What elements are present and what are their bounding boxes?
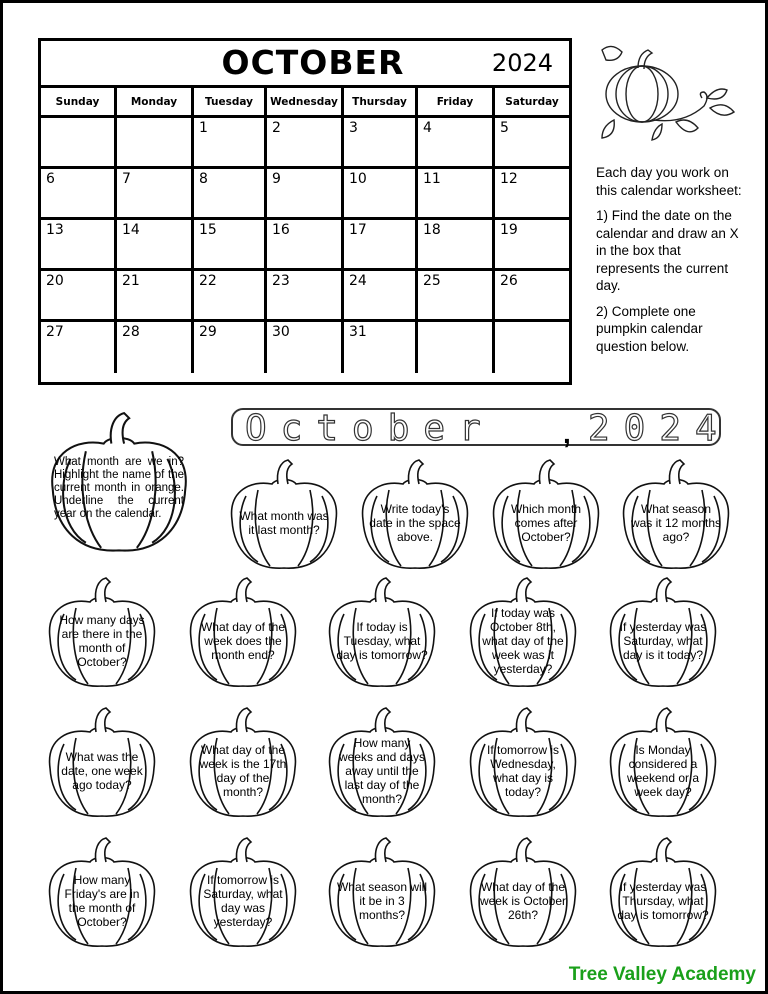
instructions (596, 164, 746, 363)
question-text: What day of the week is October 26th? (479, 880, 567, 922)
weekday-tuesday: Tuesday (194, 88, 267, 118)
question-text: If today is Tuesday, what day is tomorrow? (336, 620, 428, 662)
question-text: What month are we in? Highlight the name of the current month in orange. Underline the current year on the calendar. (54, 455, 184, 520)
weekday-sunday: Sunday (41, 88, 117, 118)
day-cell[interactable] (418, 322, 495, 373)
day-cell[interactable]: 22 (194, 271, 267, 322)
trace-month: October (245, 408, 495, 449)
pumpkin-question-card[interactable] (614, 456, 738, 574)
question-text: Which month comes after October? (510, 502, 582, 544)
pumpkin-question-card[interactable] (461, 834, 585, 952)
pumpkin-question-card[interactable] (601, 704, 725, 822)
day-cell[interactable]: 18 (418, 220, 495, 271)
weekday-thursday: Thursday (344, 88, 418, 118)
pumpkin-question-card[interactable] (320, 574, 444, 692)
pumpkin-question-card[interactable] (181, 574, 305, 692)
day-cell[interactable]: 20 (41, 271, 117, 322)
pumpkin-question-card[interactable] (353, 456, 477, 574)
day-cell[interactable]: 28 (117, 322, 194, 373)
pumpkin-question-card[interactable] (181, 834, 305, 952)
day-cell[interactable]: 24 (344, 271, 418, 322)
day-cell[interactable]: 10 (344, 169, 418, 220)
day-cell[interactable]: 15 (194, 220, 267, 271)
calendar-grid (41, 88, 569, 373)
weekday-saturday: Saturday (495, 88, 569, 118)
question-text: If tomorrow is Saturday, what day was yesterday? (203, 873, 283, 929)
question-text: How many weeks and days away until the last day of the month? (338, 736, 426, 806)
day-cell[interactable]: 26 (495, 271, 569, 322)
day-cell[interactable]: 17 (344, 220, 418, 271)
day-cell[interactable]: 12 (495, 169, 569, 220)
day-cell[interactable]: 25 (418, 271, 495, 322)
pumpkin-question-card[interactable] (40, 704, 164, 822)
question-text: If today was October 8th, what day of the week was it yesterday? (482, 606, 564, 676)
day-cell[interactable]: 16 (267, 220, 344, 271)
instructions-intro: Each day you work on this calendar worksheet: (596, 165, 742, 198)
instructions-step-1: 1) Find the date on the calendar and draw an X in the box that represents the current day. (596, 208, 739, 293)
pumpkin-question-card[interactable] (40, 574, 164, 692)
day-cell[interactable]: 4 (418, 118, 495, 169)
weekday-wednesday: Wednesday (267, 88, 344, 118)
pumpkin-question-card[interactable] (601, 574, 725, 692)
day-cell[interactable]: 1 (194, 118, 267, 169)
october-calendar (38, 38, 572, 385)
question-text: What season was it 12 months ago? (630, 502, 722, 544)
pumpkin-question-card[interactable] (461, 704, 585, 822)
trace-comma: , (563, 418, 571, 449)
question-text: If yesterday was Thursday, what day is tomorrow? (617, 880, 709, 922)
day-cell[interactable]: 6 (41, 169, 117, 220)
day-cell[interactable]: 23 (267, 271, 344, 322)
question-text: What season will it be in 3 months? (336, 880, 428, 922)
calendar-month: OCTOBER (221, 43, 405, 82)
date-trace-box[interactable] (231, 408, 731, 449)
question-text: What day of the week is the 17th day of the month? (199, 743, 287, 799)
day-cell[interactable]: 2 (267, 118, 344, 169)
pumpkin-question-card[interactable] (461, 574, 585, 692)
question-text: What month was it last month? (239, 509, 329, 537)
question-text: If tomorrow is Wednesday, what day is today? (486, 743, 559, 799)
day-cell[interactable] (117, 118, 194, 169)
pumpkin-question-card[interactable] (222, 456, 346, 574)
day-cell[interactable]: 14 (117, 220, 194, 271)
pumpkin-question-card[interactable] (320, 704, 444, 822)
question-text: If yesterday was Saturday, what day is it today? (619, 620, 707, 662)
day-cell[interactable]: 5 (495, 118, 569, 169)
pumpkin-question-card[interactable] (40, 408, 198, 558)
day-cell[interactable]: 3 (344, 118, 418, 169)
question-text: How many days are there in the month of October? (59, 613, 145, 669)
question-text: Is Monday considered a weekend or a week day? (626, 743, 700, 799)
day-cell[interactable]: 19 (495, 220, 569, 271)
pumpkin-vine-icon (592, 38, 742, 148)
day-cell[interactable]: 8 (194, 169, 267, 220)
day-cell[interactable]: 21 (117, 271, 194, 322)
day-cell[interactable]: 7 (117, 169, 194, 220)
day-cell[interactable]: 27 (41, 322, 117, 373)
question-text: What day of the week does the month end? (200, 620, 286, 662)
day-cell[interactable]: 9 (267, 169, 344, 220)
weekday-monday: Monday (117, 88, 194, 118)
question-text: What was the date, one week ago today? (61, 750, 143, 792)
day-cell[interactable]: 30 (267, 322, 344, 373)
question-text: Write today's date in the space above. (369, 502, 461, 544)
day-cell[interactable]: 13 (41, 220, 117, 271)
day-cell[interactable] (495, 322, 569, 373)
day-cell[interactable]: 29 (194, 322, 267, 373)
calendar-year: 2024 (491, 49, 553, 77)
trace-year: 2024 (588, 408, 731, 449)
instructions-step-2: 2) Complete one pumpkin calendar question below. (596, 303, 703, 354)
day-cell[interactable]: 11 (418, 169, 495, 220)
weekday-friday: Friday (418, 88, 495, 118)
day-cell[interactable]: 31 (344, 322, 418, 373)
calendar-title-row (41, 41, 569, 88)
question-text: How many Friday's are in the month of October? (64, 873, 140, 929)
brand-footer: Tree Valley Academy (568, 964, 756, 985)
pumpkin-question-card[interactable] (181, 704, 305, 822)
pumpkin-question-card[interactable] (40, 834, 164, 952)
pumpkin-question-card[interactable] (601, 834, 725, 952)
day-cell[interactable] (41, 118, 117, 169)
pumpkin-question-card[interactable] (484, 456, 608, 574)
pumpkin-question-card[interactable] (320, 834, 444, 952)
